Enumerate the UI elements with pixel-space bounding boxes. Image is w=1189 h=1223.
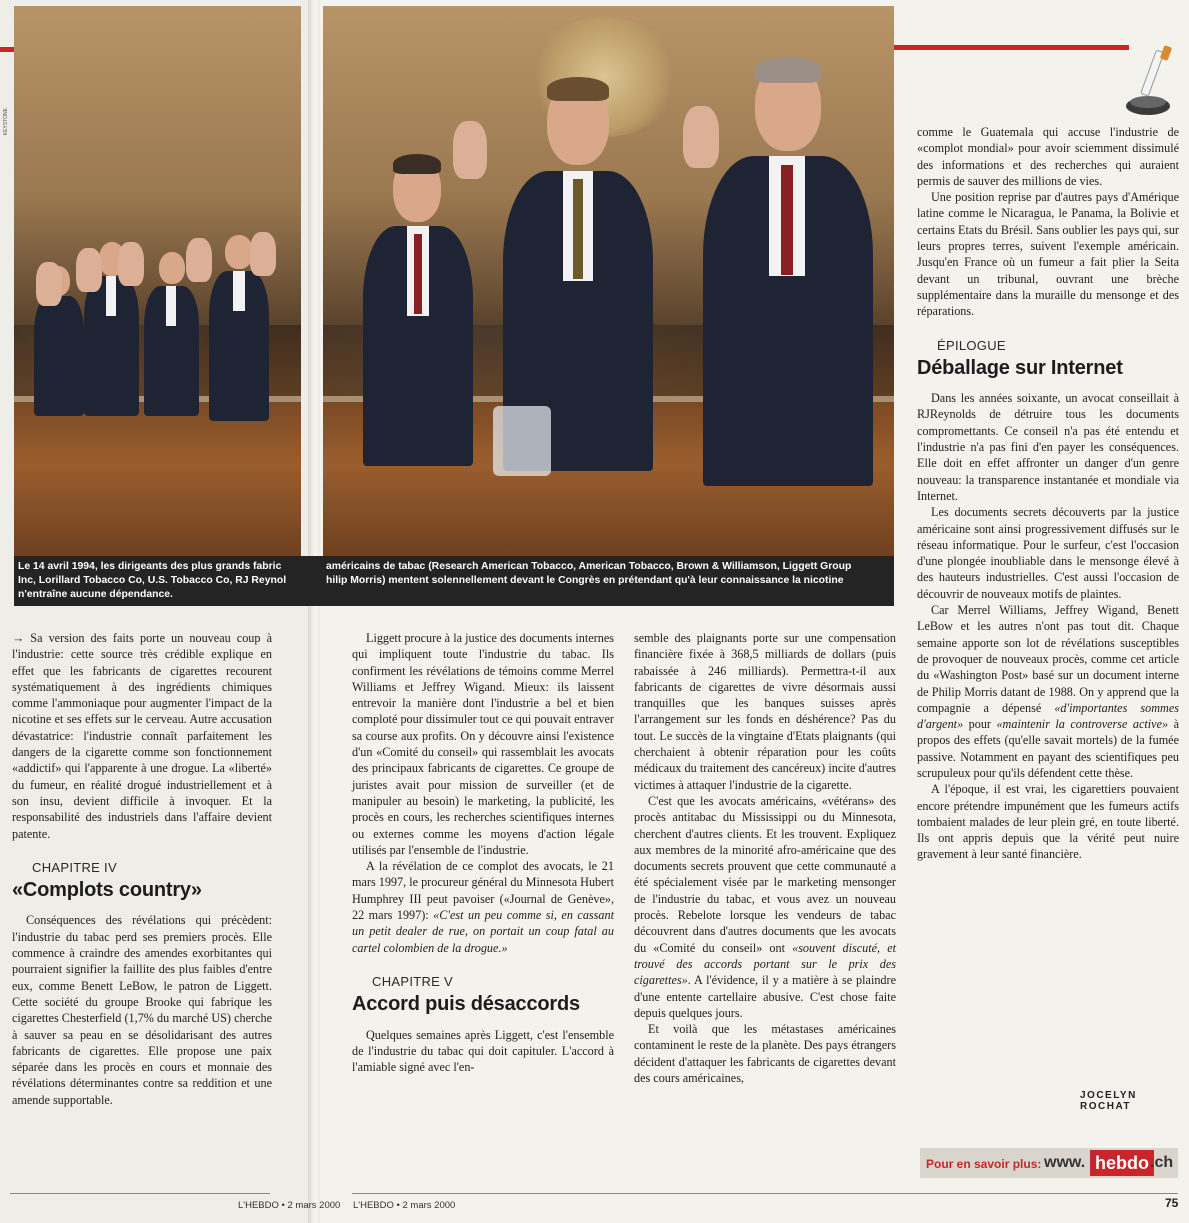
paragraph: semble des plaignants porte sur une compensation financière fixée à 368,5 milliards de dollars (puis rabaissée à 246 milliards). Permettra-t-il aux fabricants de cigarettes de vivre désormais aussi tranquilles que les banques suisses après l'arrangement sur les fonds en déshérence? Pas du tout. Le succès de la vingtaine d'Etats plaignants (qui cherchaient à obtenir réparation pour les coûts médicaux du traitement des cancéreux) incite d'autres victimes à attaquer l'industrie de la cigarette.: [634, 631, 896, 792]
footer-right: L'HEBDO • 2 mars 2000: [353, 1200, 456, 1211]
paragraph: [352, 858, 614, 956]
hebdo-logo: hebdo: [1090, 1150, 1154, 1176]
caption-left: Le 14 avril 1994, les dirigeants des plus grands fabric Inc, Lorillard Tobacco Co, U.S. Tobacco Co, RJ Reynol n'entraîne aucune dépendance.: [18, 561, 287, 601]
paragraph: Les documents secrets découverts par la justice américaine sont ainsi progressivement diffusés sur le réseau informatique. Pour le surfeur, c'est l'occasion d'une plongée inoubliable dans le mensonge élevé à des hauteurs industrielles. C'est aussi l'occasion de découvrir de nouveaux motifs de plaintes.: [917, 505, 1179, 601]
hearing-photo-left: [14, 6, 301, 556]
author-signature: JOCELYN ROCHAT: [1080, 1090, 1137, 1112]
text-column-2: [352, 630, 614, 1075]
paragraph-text: à propos des effets (qu'elle savait mortels) de la fumée passive. Notamment en payant des scientifiques peu scrupuleux pour qu'ils défendent cette thèse.: [917, 717, 1179, 780]
promo-www: www.: [1044, 1154, 1086, 1171]
paragraph: Conséquences des révélations qui précèdent: l'industrie du tabac perd ses premiers procès. Elle commence à craindre des amendes exorbitantes qui pourraient signifier la faillite des plus faibles d'entre eux, comme Benett LeBow, le patron de Liggett. Cette société du groupe Brooke qui fabrique les cigarettes Chesterfield (1,7% du marché US) cherche à sauver sa peau en se désolidarisant des autres fabricants de cigarettes. Elle propose une paix séparée dans les procès en cours et monnaie des révélations déterminantes contre sa reddition et une amende supportable.: [12, 913, 272, 1107]
paragraph: Dans les années soixante, un avocat conseillait à RJReynolds de détruire tous les documents compromettants. Ce conseil n'a pas été entendu et l'industrie n'a pas fini d'en payer les conséquences. Elle doit en effet affronter un danger d'un genre nouveau: la transparence instantanée et mondiale via Internet.: [917, 391, 1179, 503]
paragraph-text: C'est que les avocats américains, «vétérans» des procès antitabac du Mississippi ou du Minnesota, cherchent d'autres clients. Et les trouvent. Expliquez aux membres de la minorité afro-américaine que des documents secrets prouvent que cette communauté a été spécialement visée par le marketing mensonger de l'industrie du tabac, et vous avez un nouveau procès. Rebelote lorsque les vendeurs de tabac découvrent dans d'autres documents que les avocats du «Comité du conseil» ont: [634, 793, 896, 955]
quote: «d'importantes sommes d'argent»: [917, 700, 1179, 732]
page-gutter: [308, 0, 320, 1223]
text-column-3: [634, 630, 896, 1086]
chapter-title: «Complots country»: [12, 879, 202, 902]
paragraph-text: pour: [963, 717, 997, 732]
hearing-photo-right: [323, 6, 894, 556]
paragraph: Quelques semaines après Liggett, c'est l'ensemble de l'industrie du tabac qui doit capituler. L'accord à l'amiable signé avec l'en-: [352, 1027, 614, 1075]
paragraph: Liggett procure à la justice des documents internes qui impliquent toute l'industrie du tabac. Ils confirment les révélations de témoins comme Merrel Williams et Jeffrey Wigand. Mieux: ils laissent entrevoir la manière dont l'industrie a bel et bien comploté pour dissimuler tout ce qui pouvait entraver sa course aux profits. On y découvre ainsi l'existence d'un «Comité du conseil» qui rassemblait les avocats des principaux fabricants de cigarettes. Ce groupe de juristes avait pour mission de surveiller (et de manipuler au besoin) le marketing, la publicité, les procès en cours, les recherches scientifiques internes ou externes comme les moyens d'action légale utilisés par l'ensemble de l'industrie.: [352, 631, 614, 857]
website-promo[interactable]: [920, 1148, 1178, 1178]
photo-caption: [14, 556, 894, 606]
text-column-1: [12, 630, 272, 1108]
promo-tld: .ch: [1150, 1154, 1174, 1171]
quote: «souvent discuté, et trouvé des accords portant sur le prix des cigarettes»: [634, 940, 896, 988]
quote: «C'est un peu comme si, en cassant un petit dealer de rue, on portait un coup fatal au cartel colombien de la drogue.»: [352, 908, 614, 955]
chapter-title: Accord puis désaccords: [352, 993, 580, 1016]
paragraph: Et voilà que les métastases américaines contaminent le reste de la planète. Des pays étrangers décident d'attaquer les fabricants de cigarettes devant des cours américaines,: [634, 1022, 896, 1086]
red-rule-right: [893, 45, 1129, 50]
chapter-title: Déballage sur Internet: [917, 356, 1123, 379]
footer-left: L'HEBDO • 2 mars 2000: [238, 1200, 341, 1211]
paragraph-text: A la révélation de ce complot des avocats, le 21 mars 1997, le procureur général du Minnesota Hubert Humphrey III peut pavoiser («Journal de Genève», 22 mars 1997):: [352, 859, 614, 923]
paragraph: → Sa version des faits porte un nouveau coup à l'industrie: cette source très crédible explique en effet que les fabricants de cigarettes recourent systématiquement à des ingrédients chimiques comme l'ammoniaque pour augmenter l'impact de la nicotine et ses effets sur le cerveau. Autre accusation dévastatrice: l'industrie connaît parfaitement les dangers de la cigarette comme son fonctionnement «addictif» qui l'apparente à une drogue. La «liberté» du fumeur, en réalité drogué industriellement et à son insu, devient difficile à invoquer. Et la responsabilité des industriels dans l'affaire devient patente.: [12, 631, 272, 841]
paragraph-text: . A l'évidence, il y a matière à se plaindre d'une entente cartellaire abusive. C'est chose faite depuis quelques jours.: [634, 973, 896, 1020]
ashtray-cigarette-icon: [1122, 44, 1178, 118]
paragraph: Une position reprise par d'autres pays d'Amérique latine comme le Nicaragua, le Panama, la Bolivie et certains Etats du Brésil. Sans oublier les pays qui, sur leurs propres terres, suivent l'exemple américain. Jusqu'en France où un fumeur a fait plier la Seita devant un tribunal, ouvrant une brèche supplémentaire dans la muraille du mensonge et des réparations.: [917, 190, 1179, 319]
chapter-label: CHAPITRE V: [372, 973, 454, 989]
footer-rule-left: [10, 1193, 270, 1194]
paragraph: comme le Guatemala qui accuse l'industrie de «complot mondial» pour avoir sciemment dissimulé des informations et des recherches qui auraient permis de sauver des millions de vies.: [917, 125, 1179, 188]
chapter-label: ÉPILOGUE: [937, 337, 1006, 353]
text-column-4: [917, 124, 1179, 863]
page-number: 75: [1165, 1196, 1179, 1210]
paragraph-text: Car Merrel Williams, Jeffrey Wigand, Benett LeBow et les autres n'ont pas tout dit. Chaque semaine apporte son lot de révélations susceptibles de provoquer de nouveaux procès, comme cet article du «Washington Post» basé sur un document interne de Philip Morris datant de 1988. On y apprend que la compagnie a dépensé: [917, 603, 1179, 715]
paragraph: [917, 602, 1179, 781]
chapter-label: CHAPITRE IV: [32, 859, 117, 875]
footer-rule-right: [352, 1193, 1178, 1194]
caption-right: américains de tabac (Research American Tobacco, American Tobacco, Brown & Williamson, Liggett Group hilip Morris) mentent solennellement devant le Congrès en prétendant qu'à leur connaissance la nicotine: [326, 561, 852, 587]
paragraph: A l'époque, il est vrai, les cigarettiers pouvaient encore prétendre impunément que les fumeurs actifs tombaient malades de leur plein gré, en toute liberté. Ils ont appris depuis que la vérité peut nuire gravement à leur santé financière.: [917, 782, 1179, 862]
photo-credit: KEYSTONE: [3, 108, 9, 136]
promo-label: Pour en savoir plus:: [926, 1157, 1042, 1171]
quote: «maintenir la controverse active»: [996, 717, 1169, 732]
water-pitcher: [493, 406, 551, 476]
paragraph: [634, 793, 896, 1021]
